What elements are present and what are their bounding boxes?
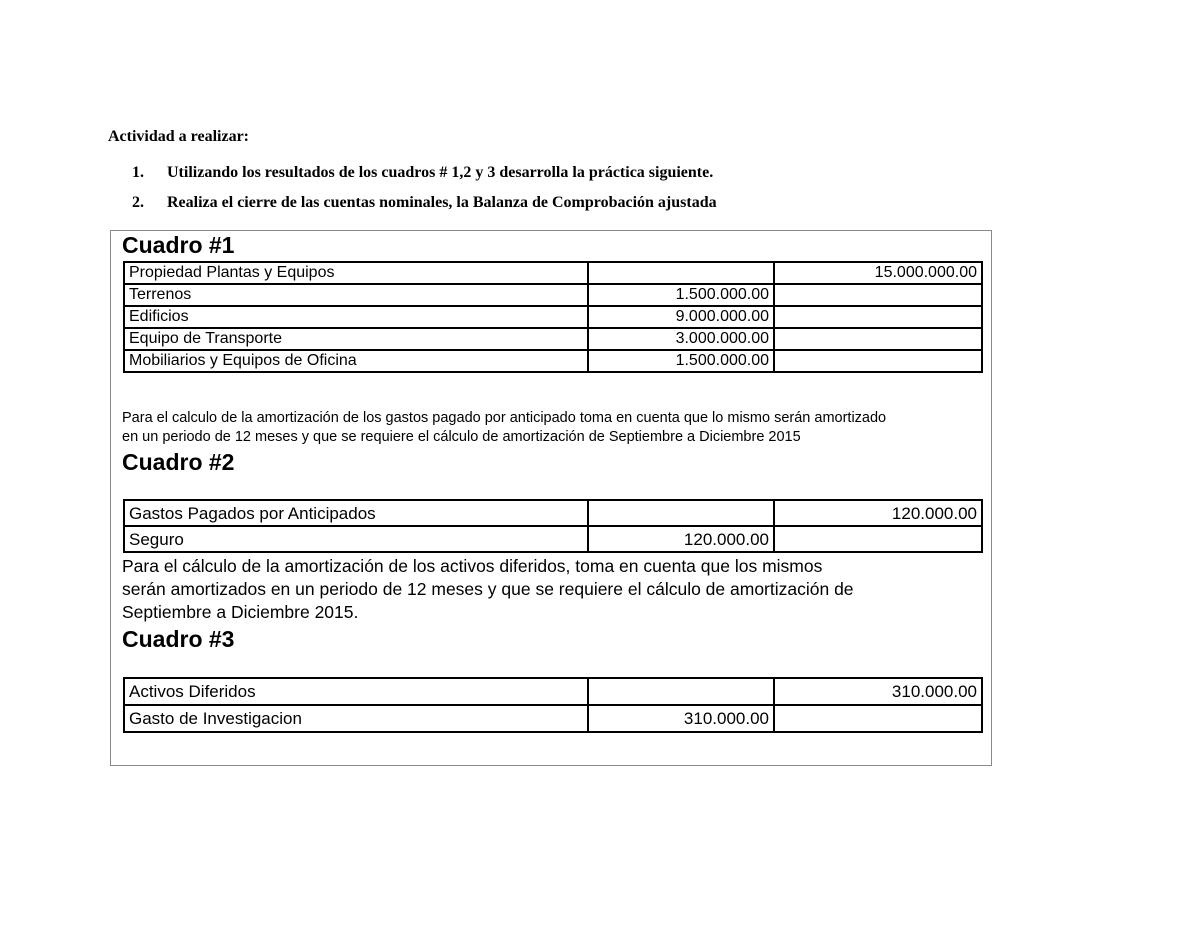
total-cell bbox=[774, 284, 982, 306]
partial-cell: 3.000.000.00 bbox=[588, 328, 774, 350]
activity-step-2 bbox=[132, 194, 717, 212]
total-cell: 120.000.00 bbox=[774, 500, 982, 526]
step-number: 2. bbox=[132, 194, 144, 211]
total-cell bbox=[774, 306, 982, 328]
table-row bbox=[124, 500, 982, 526]
cuadro-2-note bbox=[122, 555, 982, 624]
step-number: 1. bbox=[132, 164, 144, 181]
table-row bbox=[124, 306, 982, 328]
cuadro-3-table bbox=[123, 677, 983, 733]
total-cell bbox=[774, 350, 982, 372]
partial-cell bbox=[588, 678, 774, 705]
partial-cell: 1.500.000.00 bbox=[588, 284, 774, 306]
total-cell bbox=[774, 328, 982, 350]
table-row bbox=[124, 705, 982, 732]
note-line: Para el calculo de la amortización de los gastos pagado por anticipado toma en cuenta que lo mismo serán amortizado bbox=[122, 410, 887, 426]
cuadro-1-table bbox=[123, 261, 983, 373]
total-cell: 15.000.000.00 bbox=[774, 262, 982, 284]
account-cell: Gasto de Investigacion bbox=[124, 705, 588, 732]
cuadro-1-title: Cuadro #1 bbox=[122, 232, 235, 258]
account-cell: Propiedad Plantas y Equipos bbox=[124, 262, 588, 284]
partial-cell: 120.000.00 bbox=[588, 526, 774, 552]
cuadro-1-note bbox=[122, 409, 992, 447]
partial-cell: 1.500.000.00 bbox=[588, 350, 774, 372]
activity-step-1 bbox=[132, 164, 713, 182]
step-text: Realiza el cierre de las cuentas nominales, la Balanza de Comprobación ajustada bbox=[167, 194, 717, 211]
activity-heading: Actividad a realizar: bbox=[108, 128, 250, 145]
note-line: Septiembre a Diciembre 2015. bbox=[122, 602, 359, 622]
account-cell: Activos Diferidos bbox=[124, 678, 588, 705]
table-row bbox=[124, 350, 982, 372]
cuadro-3-title: Cuadro #3 bbox=[122, 626, 235, 652]
cuadro-2-table bbox=[123, 499, 983, 553]
partial-cell: 310.000.00 bbox=[588, 705, 774, 732]
table-row bbox=[124, 678, 982, 705]
account-cell: Gastos Pagados por Anticipados bbox=[124, 500, 588, 526]
step-text: Utilizando los resultados de los cuadros # 1,2 y 3 desarrolla la práctica siguiente. bbox=[167, 164, 714, 181]
partial-cell: 9.000.000.00 bbox=[588, 306, 774, 328]
note-line: en un periodo de 12 meses y que se requiere el cálculo de amortización de Septiembre a Diciembre 2015 bbox=[122, 429, 801, 445]
table-row bbox=[124, 284, 982, 306]
note-line: Para el cálculo de la amortización de los activos diferidos, toma en cuenta que los mismos bbox=[122, 556, 823, 576]
account-cell: Edificios bbox=[124, 306, 588, 328]
cuadro-2-title: Cuadro #2 bbox=[122, 449, 235, 475]
partial-cell bbox=[588, 262, 774, 284]
table-row bbox=[124, 526, 982, 552]
total-cell bbox=[774, 705, 982, 732]
partial-cell bbox=[588, 500, 774, 526]
total-cell bbox=[774, 526, 982, 552]
table-row bbox=[124, 328, 982, 350]
account-cell: Terrenos bbox=[124, 284, 588, 306]
account-cell: Mobiliarios y Equipos de Oficina bbox=[124, 350, 588, 372]
account-cell: Seguro bbox=[124, 526, 588, 552]
account-cell: Equipo de Transporte bbox=[124, 328, 588, 350]
total-cell: 310.000.00 bbox=[774, 678, 982, 705]
note-line: serán amortizados en un periodo de 12 meses y que se requiere el cálculo de amortización de bbox=[122, 579, 854, 599]
table-row bbox=[124, 262, 982, 284]
